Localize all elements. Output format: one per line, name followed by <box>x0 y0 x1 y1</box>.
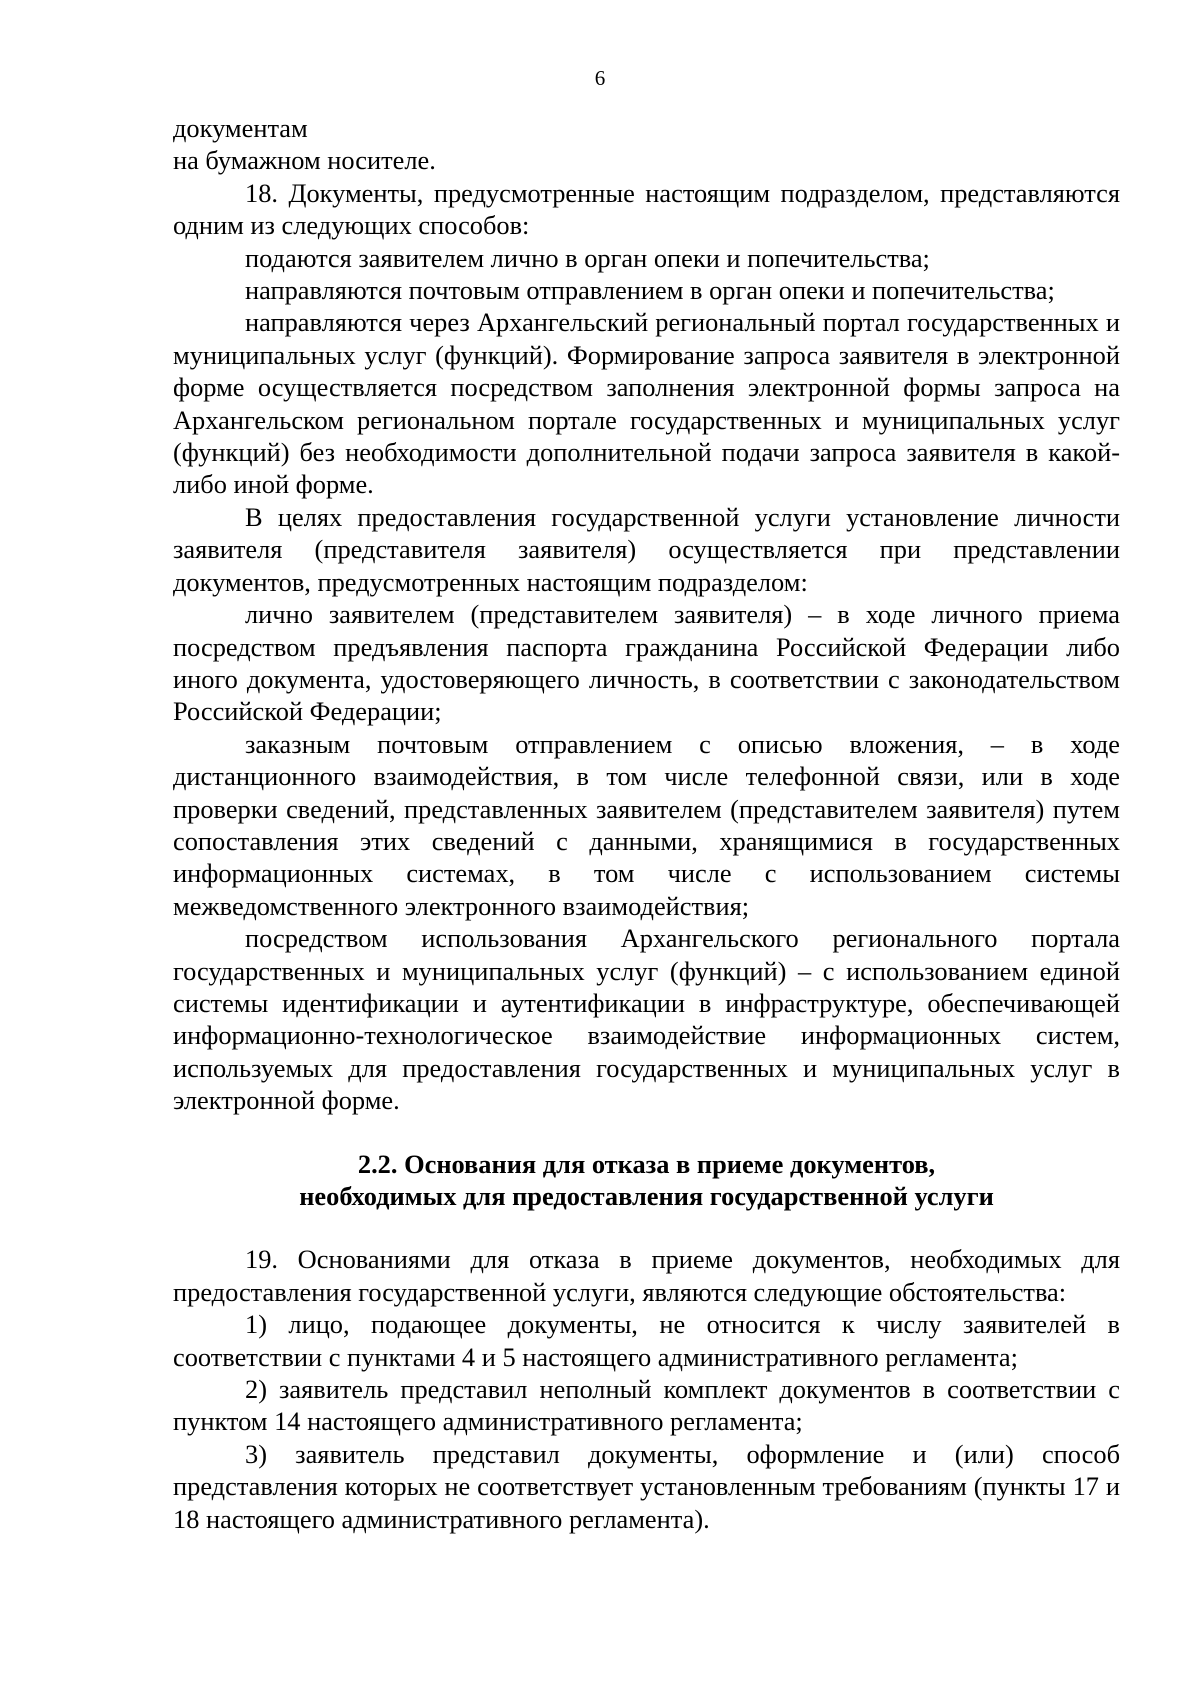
paragraph-submit-by-mail: направляются почтовым отправлением в орган опеки и попечительства; <box>245 275 1055 306</box>
document-body <box>173 112 1120 1535</box>
paragraph-18: 18. Документы, предусмотренные настоящим подразделом, представляются одним из следующих способов: <box>173 177 1120 241</box>
list-item-1: 1) лицо, подающее документы, не относится к числу заявителей в соответствии с пунктами 4 и 5 настоящего административного регламента; <box>173 1309 1120 1372</box>
section-heading-line-1: 2.2. Основания для отказа в приеме документов, <box>357 1148 936 1179</box>
paragraph-submit-in-person: подаются заявителем лично в орган опеки и попечительства; <box>245 242 930 273</box>
section-heading-line-2: необходимых для предоставления государственной услуги <box>299 1181 994 1211</box>
section-heading <box>173 1148 1120 1213</box>
paragraph-submit-via-portal: направляются через Архангельский региональный портал государственных и муниципальных услуг (функций). Формирование запроса заявителя в электронной форме осуществляется посредством заполнения электронной формы запроса на Архангельском региональном портале государственных и муниципальных услуг (функций) без необходимости дополнительной подачи запроса заявителя в какой-либо иной форме. <box>173 307 1120 500</box>
paragraph-identity-in-person: лично заявителем (представителем заявителя) – в ходе личного приема посредством предъявления паспорта гражданина Российской Федерации либо иного документа, удостоверяющего личность, в соответствии с законодательством Российской Федерации; <box>173 599 1120 727</box>
list-item-2: 2) заявитель представил неполный комплект документов в соответствии с пунктом 14 настоящего административного регламента; <box>173 1374 1120 1437</box>
continuation-line-1: документам <box>173 113 308 143</box>
list-item-3: 3) заявитель представил документы, оформление и (или) способ представления которых не соответствует установленным требованиям (пункты 17 и 18 настоящего административного регламента). <box>173 1438 1120 1534</box>
paragraph-identity-verification: В целях предоставления государственной услуги установление личности заявителя (представителя заявителя) осуществляется при представлении документов, предусмотренных настоящим подразделом: <box>173 501 1120 597</box>
continuation-line-2: на бумажном носителе. <box>173 145 436 176</box>
paragraph-identity-by-mail: заказным почтовым отправлением с описью вложения, – в ходе дистанционного взаимодействия, в том числе телефонной связи, или в ходе проверки сведений, представленных заявителем (представителем заявителя) путем сопоставления этих сведений с данными, хранящимися в государственных информационных системах, в том числе с использованием системы межведомственного электронного взаимодействия; <box>173 728 1120 921</box>
paragraph-identity-via-portal: посредством использования Архангельского регионального портала государственных и муниципальных услуг (функций) – с использованием единой системы идентификации и аутентификации в инфраструктуре, обеспечивающей информационно-технологическое взаимодействие информационных систем, используемых для предоставления государственных и муниципальных услуг в электронной форме. <box>173 923 1120 1116</box>
paragraph-19: 19. Основаниями для отказа в приеме документов, необходимых для предоставления государственной услуги, являются следующие обстоятельства: <box>173 1244 1120 1307</box>
page-number: 6 <box>594 66 606 90</box>
